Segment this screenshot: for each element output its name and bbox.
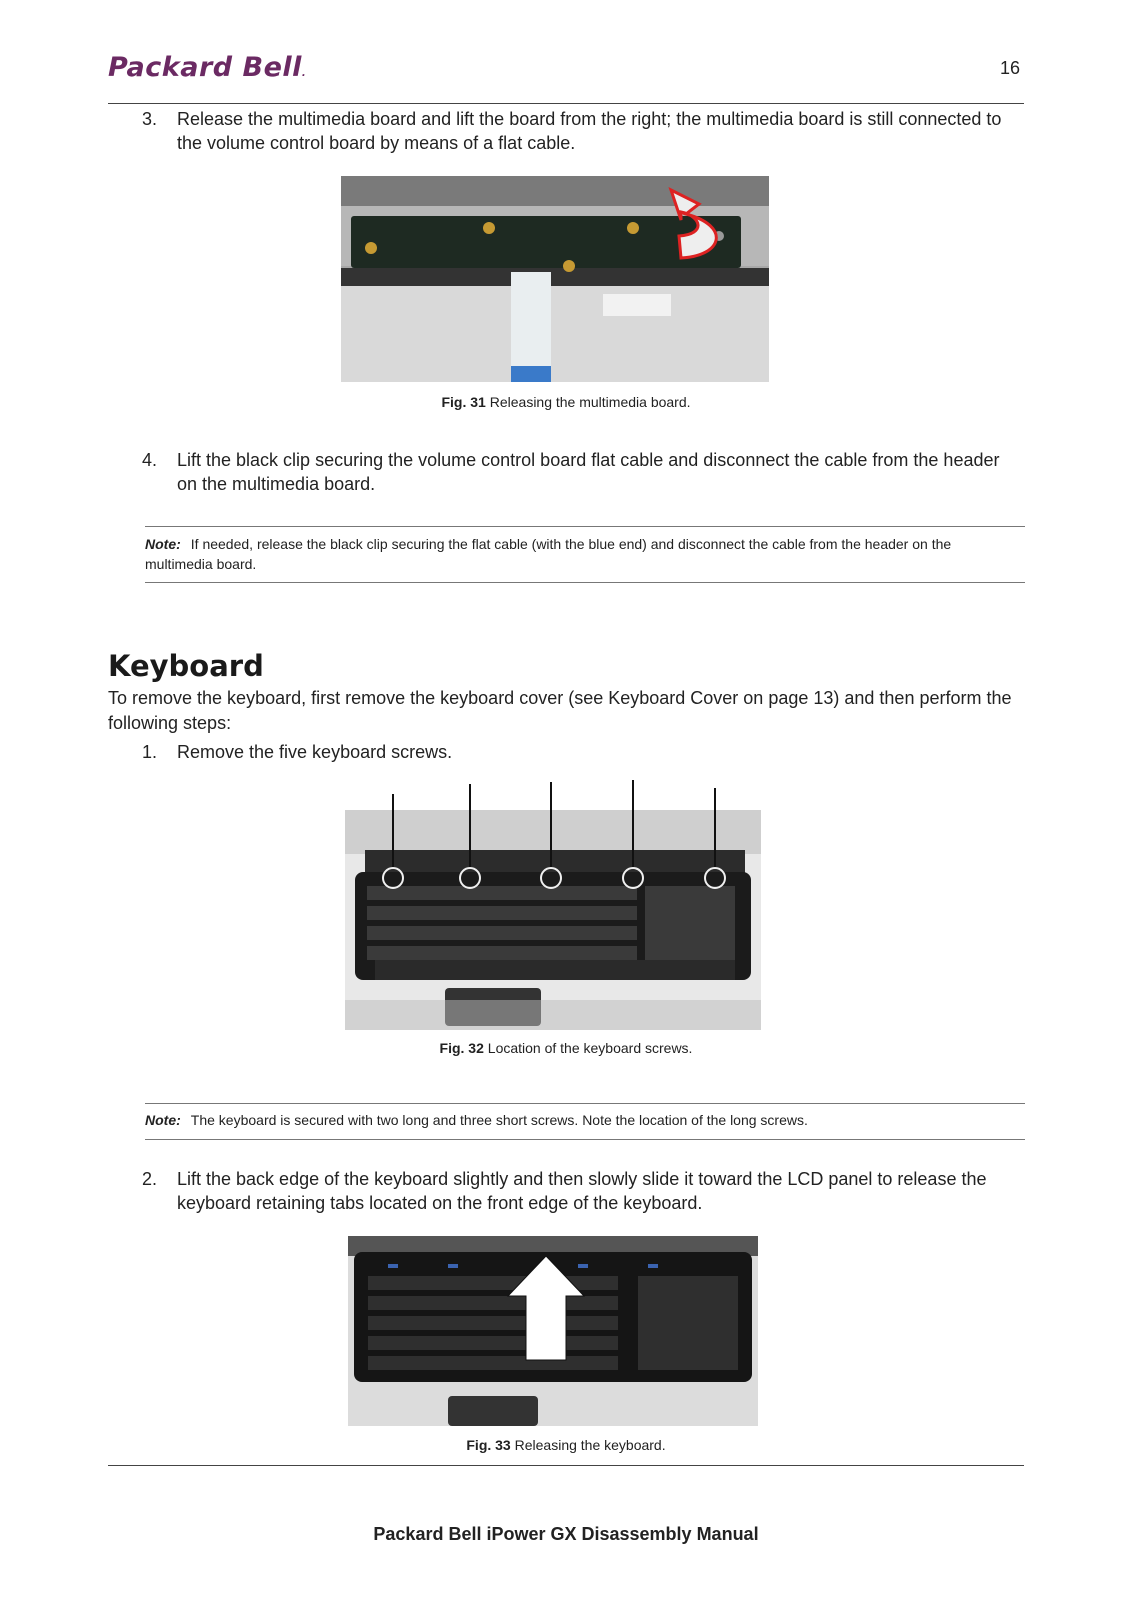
packard-bell-logo: Packard Bell. <box>108 52 307 83</box>
figure-caption-text: Location of the keyboard screws. <box>487 1040 693 1056</box>
figure-label: Fig. 33 <box>466 1437 511 1453</box>
header-rule <box>108 103 1024 104</box>
step-text: Remove the five keyboard screws. <box>177 742 453 762</box>
figure-33-caption <box>0 1437 1132 1453</box>
note-top-rule <box>145 526 1025 527</box>
figure-label: Fig. 32 <box>439 1040 484 1056</box>
figure-caption-text: Releasing the multimedia board. <box>489 394 691 410</box>
section-heading-keyboard: Keyboard <box>108 649 264 683</box>
step-2 <box>142 1167 1022 1215</box>
footer-title: Packard Bell iPower GX Disassembly Manual <box>373 1524 759 1544</box>
figure-33-photo <box>348 1236 758 1426</box>
figure-caption-text: Releasing the keyboard. <box>514 1437 666 1453</box>
note-2 <box>145 1110 1021 1130</box>
step-number: 3. <box>142 109 158 129</box>
step-text: Lift the black clip securing the volume control board flat cable and disconnect the cable from the header on the multimedia board. <box>177 450 1000 494</box>
section-intro: To remove the keyboard, first remove the keyboard cover (see Keyboard Cover on page 13) and then perform the following steps: <box>108 688 1012 733</box>
note-text: If needed, release the black clip securing the flat cable (with the blue end) and disconnect the cable from the header on the multimedia board. <box>145 536 952 572</box>
note-bottom-rule <box>145 1139 1025 1140</box>
note-top-rule <box>145 1103 1025 1104</box>
note-label: Note: <box>145 536 181 552</box>
figure-31-photo <box>341 176 769 382</box>
figure-32-caption <box>0 1040 1132 1056</box>
step-text: Lift the back edge of the keyboard slightly and then slowly slide it toward the LCD panel to release the keyboard retaining tabs located on the front edge of the keyboard. <box>177 1169 987 1213</box>
note-1 <box>145 534 1021 574</box>
step-number: 1. <box>142 742 158 762</box>
step-3 <box>142 107 1022 155</box>
step-text: Release the multimedia board and lift the board from the right; the multimedia board is still connected to the volume control board by means of a flat cable. <box>177 109 1002 153</box>
figure-label: Fig. 31 <box>441 394 486 410</box>
step-number: 2. <box>142 1169 158 1189</box>
step-4 <box>142 448 1022 496</box>
page-number: 16 <box>999 58 1020 78</box>
figure-31-caption <box>0 394 1132 410</box>
step-number: 4. <box>142 450 158 470</box>
footer-rule <box>108 1465 1024 1466</box>
screw-callouts <box>370 780 740 890</box>
note-text: The keyboard is secured with two long and three short screws. Note the location of the long screws. <box>190 1112 808 1128</box>
step-1 <box>142 740 1022 764</box>
note-bottom-rule <box>145 582 1025 583</box>
note-label: Note: <box>145 1112 181 1128</box>
